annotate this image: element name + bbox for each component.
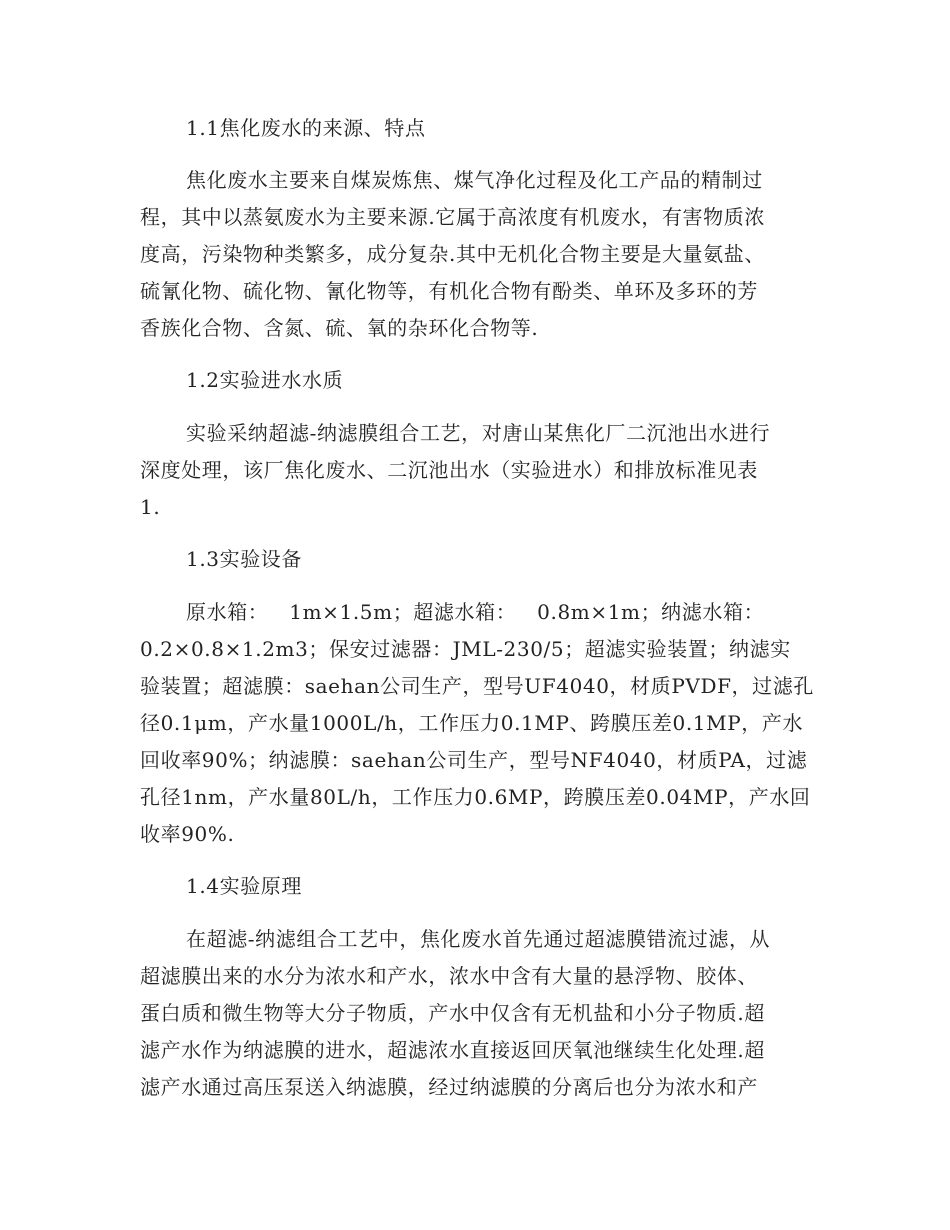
- paragraph-line: 滤产水作为纳滤膜的进水，超滤浓水直接返回厌氧池继续生化处理.超: [140, 1038, 765, 1062]
- paragraph-line: 滤产水通过高压泵送入纳滤膜，经过纳滤膜的分离后也分为浓水和产: [140, 1075, 758, 1099]
- section-heading: 1.3实验设备: [186, 547, 303, 571]
- paragraph-line: 径0.1μm，产水量1000L/h，工作压力0.1MP、跨膜压差0.1MP，产水: [140, 711, 804, 735]
- paragraph-line: 焦化废水主要来自煤炭炼焦、煤气净化过程及化工产品的精制过: [186, 168, 763, 192]
- paragraph-line: 深度处理，该厂焦化废水、二沉池出水（实验进水）和排放标准见表: [140, 458, 758, 482]
- paragraph-line: 1.: [140, 495, 161, 519]
- paragraph-line: 超滤膜出来的水分为浓水和产水，浓水中含有大量的悬浮物、胶体、: [140, 964, 758, 988]
- paragraph-line: 程，其中以蒸氨废水为主要来源.它属于高浓度有机废水，有害物质浓: [140, 205, 765, 229]
- paragraph-line: 原水箱： 1m×1.5m；超滤水箱： 0.8m×1m；纳滤水箱：: [186, 600, 765, 624]
- paragraph-line: 孔径1nm，产水量80L/h，工作压力0.6MP，跨膜压差0.04MP，产水回: [140, 785, 811, 809]
- section-heading: 1.1焦化废水的来源、特点: [186, 116, 426, 140]
- paragraph-line: 香族化合物、含氮、硫、氧的杂环化合物等.: [140, 316, 539, 340]
- paragraph-line: 在超滤-纳滤组合工艺中，焦化废水首先通过超滤膜错流过滤，从: [186, 927, 771, 951]
- paragraph-line: 0.2×0.8×1.2m3；保安过滤器：JML-230/5；超滤实验装置；纳滤实: [140, 637, 791, 661]
- paragraph-line: 验装置；超滤膜：saehan公司生产，型号UF4040，材质PVDF，过滤孔: [140, 674, 814, 698]
- paragraph-line: 回收率90%；纳滤膜：saehan公司生产，型号NF4040，材质PA，过滤: [140, 748, 808, 772]
- paragraph-line: 蛋白质和微生物等大分子物质，产水中仅含有无机盐和小分子物质.超: [140, 1001, 765, 1025]
- paragraph-line: 实验采纳超滤-纳滤膜组合工艺，对唐山某焦化厂二沉池出水进行: [186, 421, 771, 445]
- section-heading: 1.4实验原理: [186, 874, 303, 898]
- paragraph-line: 度高，污染物种类繁多，成分复杂.其中无机化合物主要是大量氨盐、: [140, 242, 765, 266]
- paragraph-line: 硫氰化物、硫化物、氰化物等，有机化合物有酚类、单环及多环的芳: [140, 279, 758, 303]
- paragraph-line: 收率90%.: [140, 822, 235, 846]
- section-heading: 1.2实验进水水质: [186, 368, 344, 392]
